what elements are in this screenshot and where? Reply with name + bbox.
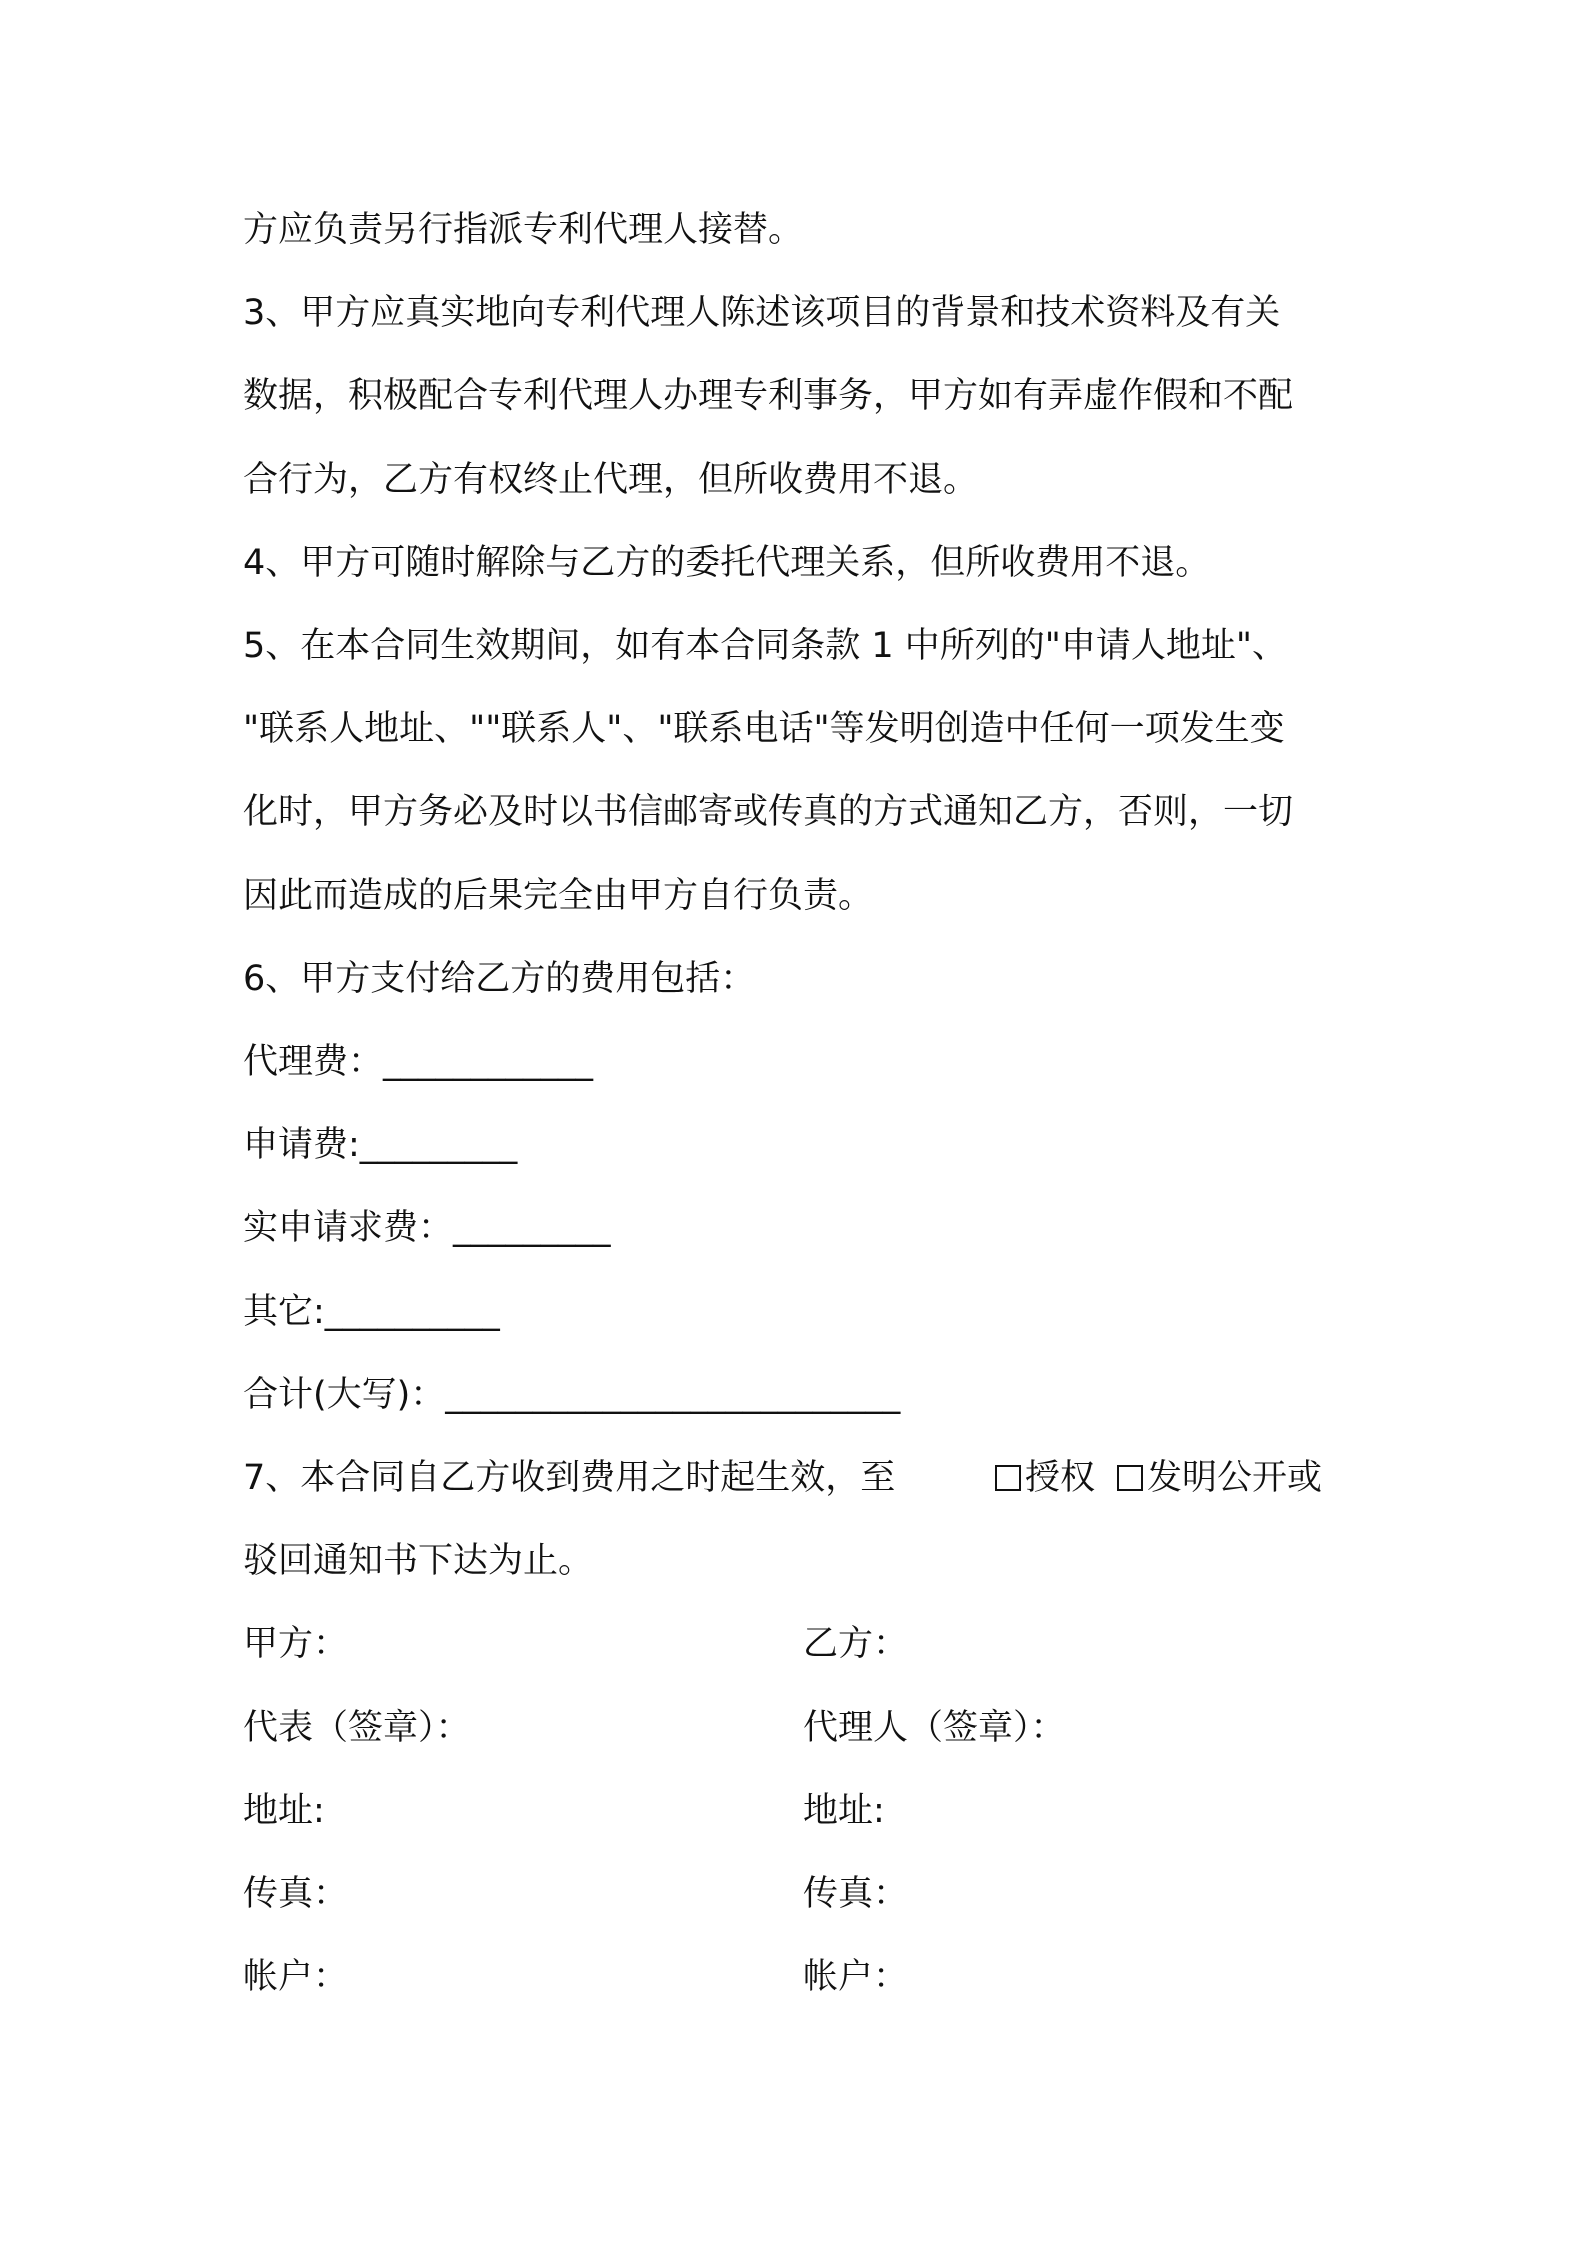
fee-other: 其它:__________: [243, 1292, 500, 1332]
fee-application: 申请费:_________: [243, 1125, 518, 1165]
sig-addr-b: 地址:: [803, 1791, 885, 1831]
fee-examination: 实申请求费：_________: [243, 1208, 611, 1248]
sig-fax-a: 传真：: [243, 1874, 349, 1914]
clause-7-line-1: 7、本合同自乙方收到费用之时起生效，至: [243, 1458, 896, 1498]
checkbox-authorization[interactable]: [995, 1457, 1095, 1499]
clause-3-line-1: 3、甲方应真实地向专利代理人陈述该项目的背景和技术资料及有关: [243, 293, 1281, 333]
clause-6: 6、甲方支付给乙方的费用包括：: [243, 959, 756, 999]
checkbox-icon[interactable]: [995, 1465, 1021, 1491]
sig-rep-b: 代理人（签章）：: [803, 1708, 1066, 1748]
fee-total: 合计(大写)：__________________________: [243, 1375, 901, 1415]
sig-acct-b: 帐户：: [803, 1957, 909, 1997]
clause-5-line-3: 化时，甲方务必及时以书信邮寄或传真的方式通知乙方，否则，一切: [243, 792, 1294, 832]
clause-5-line-4: 因此而造成的后果完全由甲方自行负责。: [243, 876, 874, 916]
clause-5-line-2: "联系人地址、""联系人"、"联系电话"等发明创造中任何一项发生变: [243, 709, 1285, 749]
fee-agency: 代理费：____________: [243, 1042, 594, 1082]
clause-4: 4、甲方可随时解除与乙方的委托代理关系，但所收费用不退。: [243, 543, 1211, 583]
sig-fax-b: 传真：: [803, 1874, 909, 1914]
checkbox-label: 授权: [1025, 1458, 1096, 1498]
paragraph-line: 方应负责另行指派专利代理人接替。: [243, 210, 804, 250]
checkbox-label: 发明公开或: [1147, 1458, 1323, 1498]
sig-party-a: 甲方：: [243, 1624, 349, 1664]
sig-party-b: 乙方：: [803, 1624, 909, 1664]
clause-7-line-2: 驳回通知书下达为止。: [243, 1541, 594, 1581]
sig-addr-a: 地址:: [243, 1791, 325, 1831]
sig-rep-a: 代表（签章）：: [243, 1708, 471, 1748]
clause-3-line-3: 合行为，乙方有权终止代理，但所收费用不退。: [243, 460, 979, 500]
checkbox-icon[interactable]: [1117, 1465, 1143, 1491]
clause-3-line-2: 数据，积极配合专利代理人办理专利事务，甲方如有弄虚作假和不配: [243, 376, 1294, 416]
checkbox-publication[interactable]: [1117, 1457, 1322, 1499]
clause-7-options: [995, 1457, 1322, 1499]
clause-5-line-1: 5、在本合同生效期间，如有本合同条款 1 中所列的"申请人地址"、: [243, 626, 1287, 666]
sig-acct-a: 帐户：: [243, 1957, 349, 1997]
